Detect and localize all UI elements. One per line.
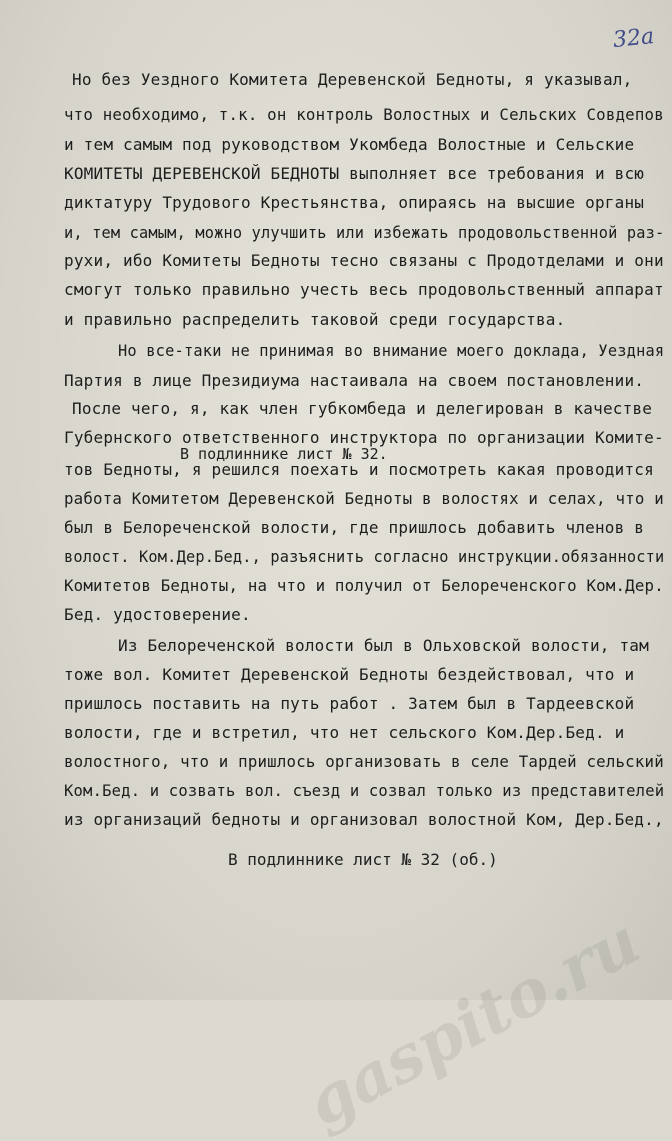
watermark: gaspito.ru bbox=[294, 903, 652, 1141]
text-line: волост. Ком.Дер.Бед., разъяснить согласно инструкции.обязанности bbox=[64, 547, 665, 566]
text-line: После чего, я, как член губкомбеда и делегирован в качестве bbox=[72, 399, 653, 418]
text-line: что необходимо, т.к. он контроль Волостных и Сельских Совдепов bbox=[64, 105, 664, 124]
text-line: волости, где и встретил, что нет сельского Ком.Дер.Бед. и bbox=[64, 723, 625, 742]
text-line: Губернского ответственного инструктора по организации Комите- bbox=[64, 428, 664, 447]
text-line: Партия в лице Президиума настаивала на своем постановлении. bbox=[64, 371, 645, 390]
text-line: диктатуру Трудового Крестьянства, опираясь на высшие органы bbox=[64, 193, 645, 212]
page-number: 32а bbox=[611, 23, 656, 54]
text-line: тоже вол. Комитет Деревенской Бедноты бездействовал, что и bbox=[64, 665, 635, 684]
text-line: волостного, что и пришлось организовать в селе Тардей сельский bbox=[64, 752, 664, 771]
text-line: смогут только правильно учесть весь продовольственный аппарат bbox=[64, 280, 664, 299]
text-line: КОМИТЕТЫ ДЕРЕВЕНСКОЙ БЕДНОТЫ выполняет все требования и всю bbox=[64, 164, 645, 183]
text-line: и правильно распределить таковой среди государства. bbox=[64, 310, 566, 329]
text-line: Комитетов Бедноты, на что и получил от Белореченского Ком.Дер. bbox=[64, 576, 664, 595]
text-line: тов Бедноты, я решился поехать и посмотреть какая проводится bbox=[64, 460, 654, 479]
original-sheet-note-bottom: В подлиннике лист № 32 (об.) bbox=[228, 850, 498, 869]
text-line: работа Комитетом Деревенской Бедноты в волостях и селах, что и bbox=[64, 489, 664, 508]
text-line: пришлось поставить на путь работ . Затем был в Тардеевской bbox=[64, 694, 635, 713]
text-line: Но без Уездного Комитета Деревенской Бедноты, я указывал, bbox=[72, 70, 633, 89]
text-line: и, тем самым, можно улучшить или избежать продовольственной раз- bbox=[64, 223, 665, 242]
original-sheet-note: В подлиннике лист № 32. bbox=[180, 445, 388, 463]
text-line: был в Белореченской волости, где пришлось добавить членов в bbox=[64, 518, 645, 537]
text-line: из организаций бедноты и организовал волостной Ком, Дер.Бед., bbox=[64, 810, 664, 829]
text-line: Ком.Бед. и созвать вол. съезд и созвал только из представителей bbox=[64, 781, 665, 800]
text-line: и тем самым под руководством Укомбеда Волостные и Сельские bbox=[64, 135, 635, 154]
text-line: Но все-таки не принимая во внимание моего доклада, Уездная bbox=[118, 341, 665, 360]
text-line: рухи, ибо Комитеты Бедноты тесно связаны с Продотделами и они bbox=[64, 251, 664, 270]
text-line: Бед. удостоверение. bbox=[64, 605, 251, 624]
text-line: Из Белореченской волости был в Ольховской волости, там bbox=[118, 636, 649, 655]
